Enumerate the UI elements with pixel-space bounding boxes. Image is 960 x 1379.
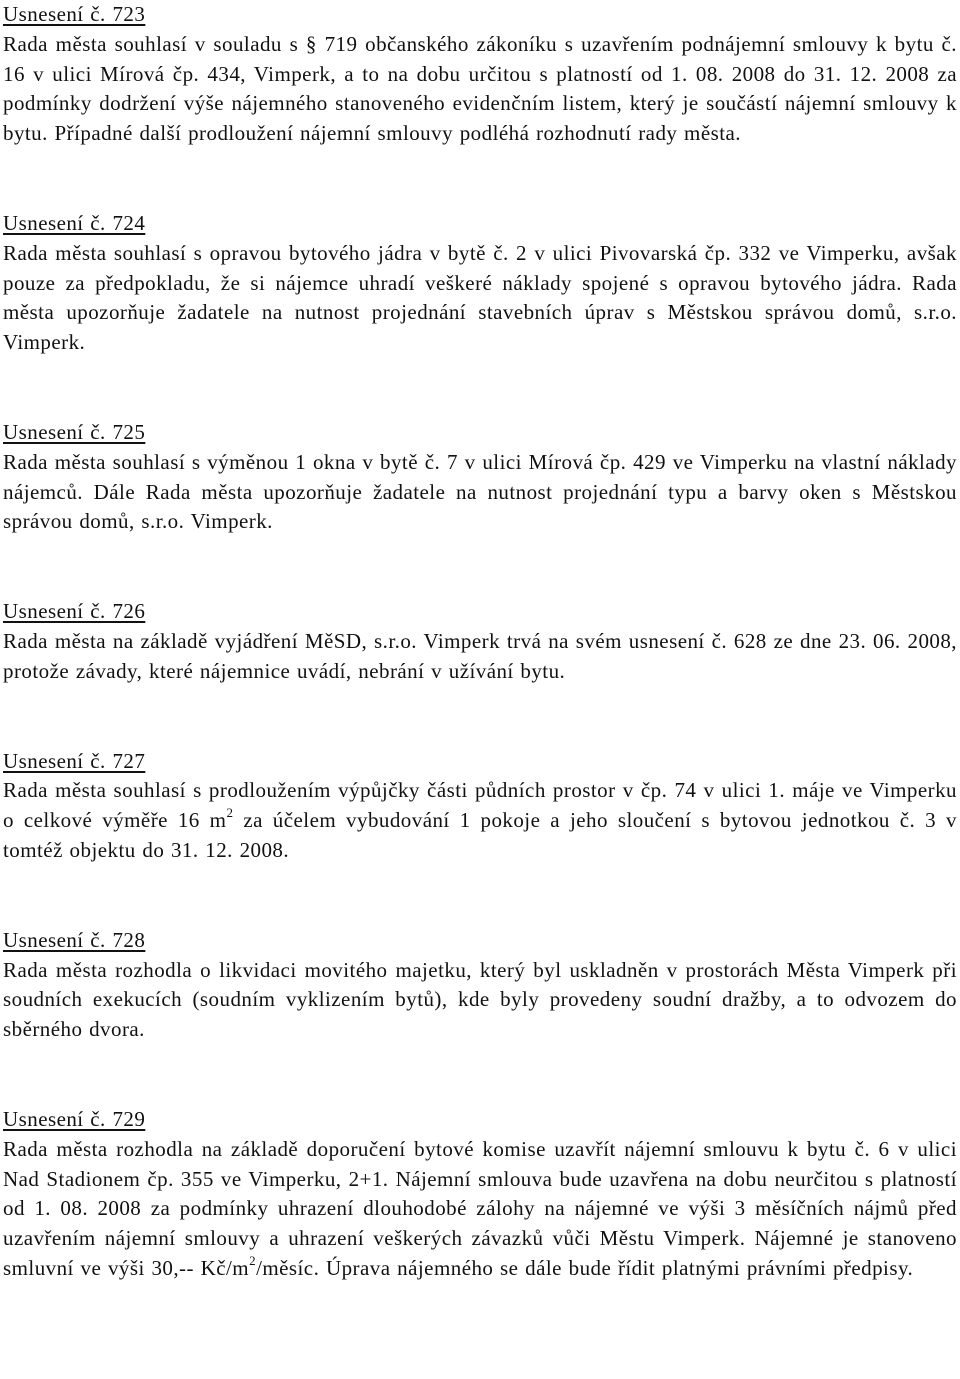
resolution-text: Rada města rozhodla o likvidaci movitého majetku, který byl uskladněn v prostorách Města Vimperk při soudních exekucích (soudním vyklizením bytů), kde byly provedeny soudní dražby, a to odvozem do sběrného dvora. [3,957,957,1042]
resolution-729 [3,1105,957,1284]
resolution-text-part: Rada města rozhodla na základě doporučení bytové komise uzavřít nájemní smlouvu k bytu č. 6 v ulici Nad Stadionem čp. 355 ve Vimperku, 2+1. Nájemní smlouva bude uzavřena na dobu neurčitou s platností od 1. 08. 2008 za podmínky uhrazení dlouhodobé zálohy na nájemné ve výši 3 měsíčních nájmů před uzavřením nájemní smlouvy a uhrazení veškerých závazků vůči Městu Vimperk. Nájemné je stanoveno smluvní ve výši 30,-- Kč/m [3,1136,957,1280]
resolution-text: Rada města na základě vyjádření MěSD, s.r.o. Vimperk trvá na svém usnesení č. 628 ze dne 23. 06. 2008, protože závady, které nájemnice uvádí, nebrání v užívání bytu. [3,628,957,683]
resolution-heading: Usnesení č. 725 [3,419,146,444]
resolution-text [3,1135,957,1284]
resolution-text [3,776,957,865]
resolution-heading: Usnesení č. 724 [3,210,146,235]
resolution-heading: Usnesení č. 723 [3,2,146,26]
resolution-723 [3,0,957,149]
resolution-724 [3,209,957,358]
resolution-727 [3,747,957,866]
resolution-728 [3,926,957,1045]
resolution-text-part: /měsíc. Úprava nájemného se dále bude řídit platnými právními předpisy. [256,1255,914,1280]
resolution-text: Rada města souhlasí v souladu s § 719 občanského zákoníku s uzavřením podnájemní smlouvy k bytu č. 16 v ulici Mírová čp. 434, Vimperk, a to na dobu určitou s platností od 1. 08. 2008 do 31. 12. 2008 za podmínky dodržení výše nájemného stanoveného evidenčním listem, který je součástí nájemní smlouvy k bytu. Případné další prodloužení nájemní smlouvy podléhá rozhodnutí rady města. [3,31,957,146]
resolution-heading: Usnesení č. 729 [3,1106,146,1131]
document-page [3,0,957,1284]
resolution-726 [3,597,957,686]
resolution-725 [3,418,957,537]
resolution-heading: Usnesení č. 727 [3,748,146,773]
resolution-heading: Usnesení č. 726 [3,599,146,624]
resolution-text: Rada města souhlasí s opravou bytového jádra v bytě č. 2 v ulici Pivovarská čp. 332 ve Vimperku, avšak pouze za předpokladu, že si nájemce uhradí veškeré náklady spojené s opravou bytového jádra. Rada města upozorňuje žadatele na nutnost projednání stavebních úprav s Městskou správou domů, s.r.o. Vimperk. [3,240,957,355]
resolution-text-part: za účelem vybudování 1 pokoje a jeho sloučení s bytovou jednotkou č. 3 v tomtéž objektu do 31. 12. 2008. [3,808,957,862]
resolution-text: Rada města souhlasí s výměnou 1 okna v bytě č. 7 v ulici Mírová čp. 429 ve Vimperku na vlastní náklady nájemců. Dále Rada města upozorňuje žadatele na nutnost projednání typu a barvy oken s Městskou správou domů, s.r.o. Vimperk. [3,449,957,534]
resolution-heading: Usnesení č. 728 [3,927,146,952]
superscript: 2 [249,1252,257,1268]
resolution-text-part: Rada města souhlasí s prodloužením výpůjčky části půdních prostor v čp. 74 v ulici 1. máje ve Vimperku o celkové výměře 16 m [3,778,957,833]
superscript: 2 [226,805,234,821]
